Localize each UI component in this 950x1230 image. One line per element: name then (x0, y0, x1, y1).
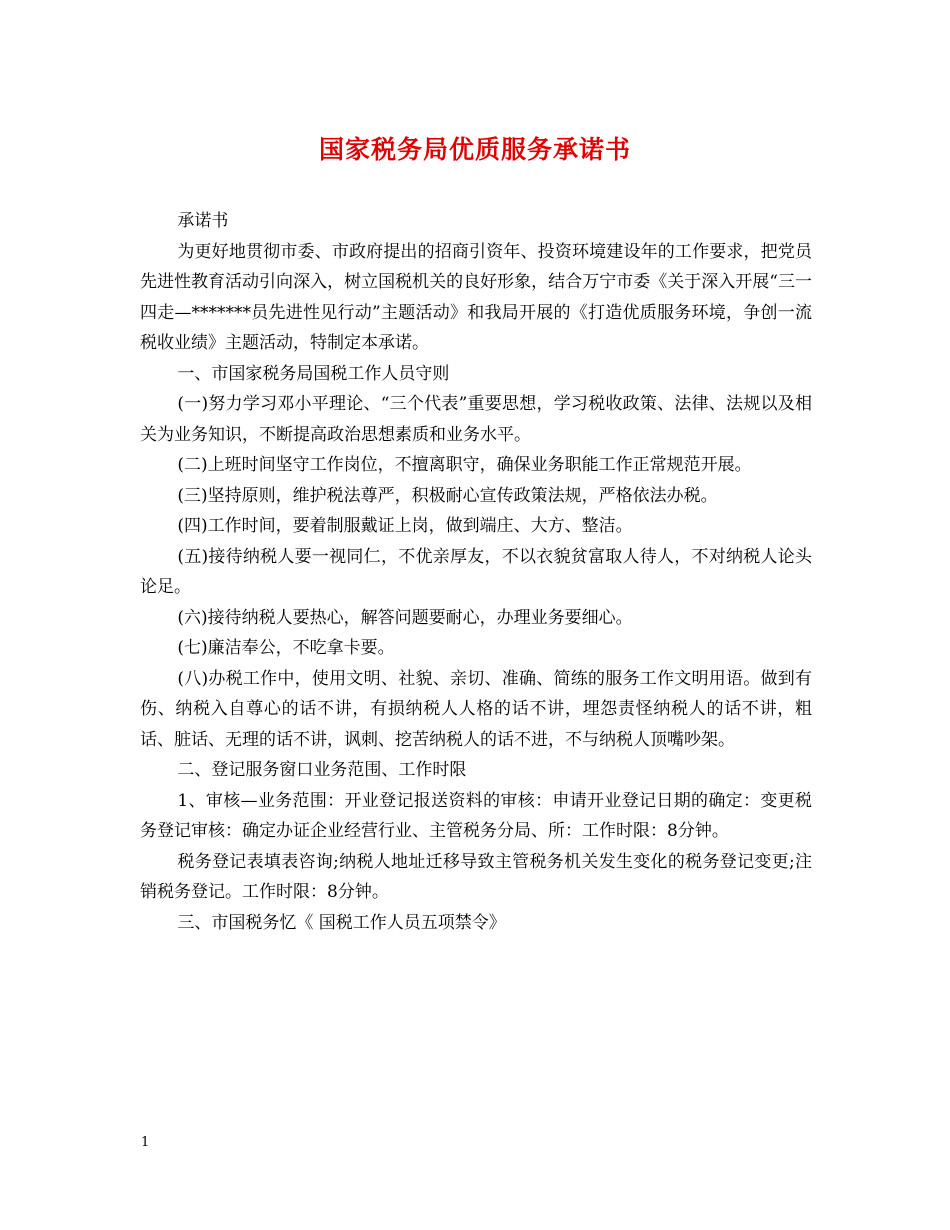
rule-item-7: (七)廉洁奉公，不吃拿卡要。 (177, 638, 395, 658)
rule-item-1: (一)努力学习邓小平理论、“三个代表”重要思想，学习税收政策、法律、法规以及相关为业务知识，不断提高政治思想素质和业务水平。 (140, 394, 812, 445)
rule-item-6: (六)接待纳税人要热心，解答问题要耐心，办理业务要细心。 (177, 607, 633, 628)
paragraph-heading-chengnuoshu: 承诺书 (177, 211, 229, 231)
service-item-2: 税务登记表填表咨询;纳税人地址迁移导致主管税务机关发生变化的税务登记变更;注销税务登记。工作时限：8分钟。 (140, 851, 812, 902)
rule-item-4: (四)工作时间，要着制服戴证上岗，做到端庄、大方、整洁。 (177, 516, 633, 536)
rule-item-3: (三)坚持原则，维护税法尊严，积极耐心宣传政策法规，严格依法办税。 (177, 485, 718, 506)
rule-item-2: (二)上班时间坚守工作岗位，不擅离职守，确保业务职能工作正常规范开展。 (177, 455, 752, 475)
document-body (140, 206, 812, 938)
section-heading-3: 三、市国税务忆《 国税工作人员五项禁令》 (177, 912, 506, 933)
paragraph-intro: 为更好地贯彻市委、市政府提出的招商引资年、投资环境建设年的工作要求，把党员先进性教育活动引向深入，树立国税机关的良好形象，结合万宁市委《关于深入开展“三一四走—*******员先进性见行动”主题活动》和我局开展的《打造优质服务环境，争创一流税收业绩》主题活动，特制定本承诺。 (140, 241, 812, 353)
page-number: 1 (141, 1135, 150, 1150)
section-heading-1: 一、市国家税务局国税工作人员守则 (177, 363, 450, 384)
document-title: 国家税务局优质服务承诺书 (318, 135, 631, 164)
rule-item-5: (五)接待纳税人要一视同仁，不优亲厚友，不以衣貌贫富取人待人，不对纳税人论头论足。 (140, 546, 812, 597)
rule-item-8: (八)办税工作中，使用文明、社貌、亲切、准确、简练的服务工作文明用语。做到有伤、纳税入自尊心的话不讲，有损纳税人人格的话不讲，埋怨责怪纳税人的话不讲，粗话、脏话、无理的话不讲，讽刺、挖苦纳税人的话不进，不与纳税人顶嘴吵架。 (140, 668, 812, 750)
service-item-1: 1、审核—业务范围：开业登记报送资料的审核：申请开业登记日期的确定：变更税务登记审核：确定办证企业经营行业、主管税务分局、所：工作时限：8分钟。 (140, 790, 812, 841)
section-heading-2: 二、登记服务窗口业务范围、工作时限 (177, 760, 467, 780)
